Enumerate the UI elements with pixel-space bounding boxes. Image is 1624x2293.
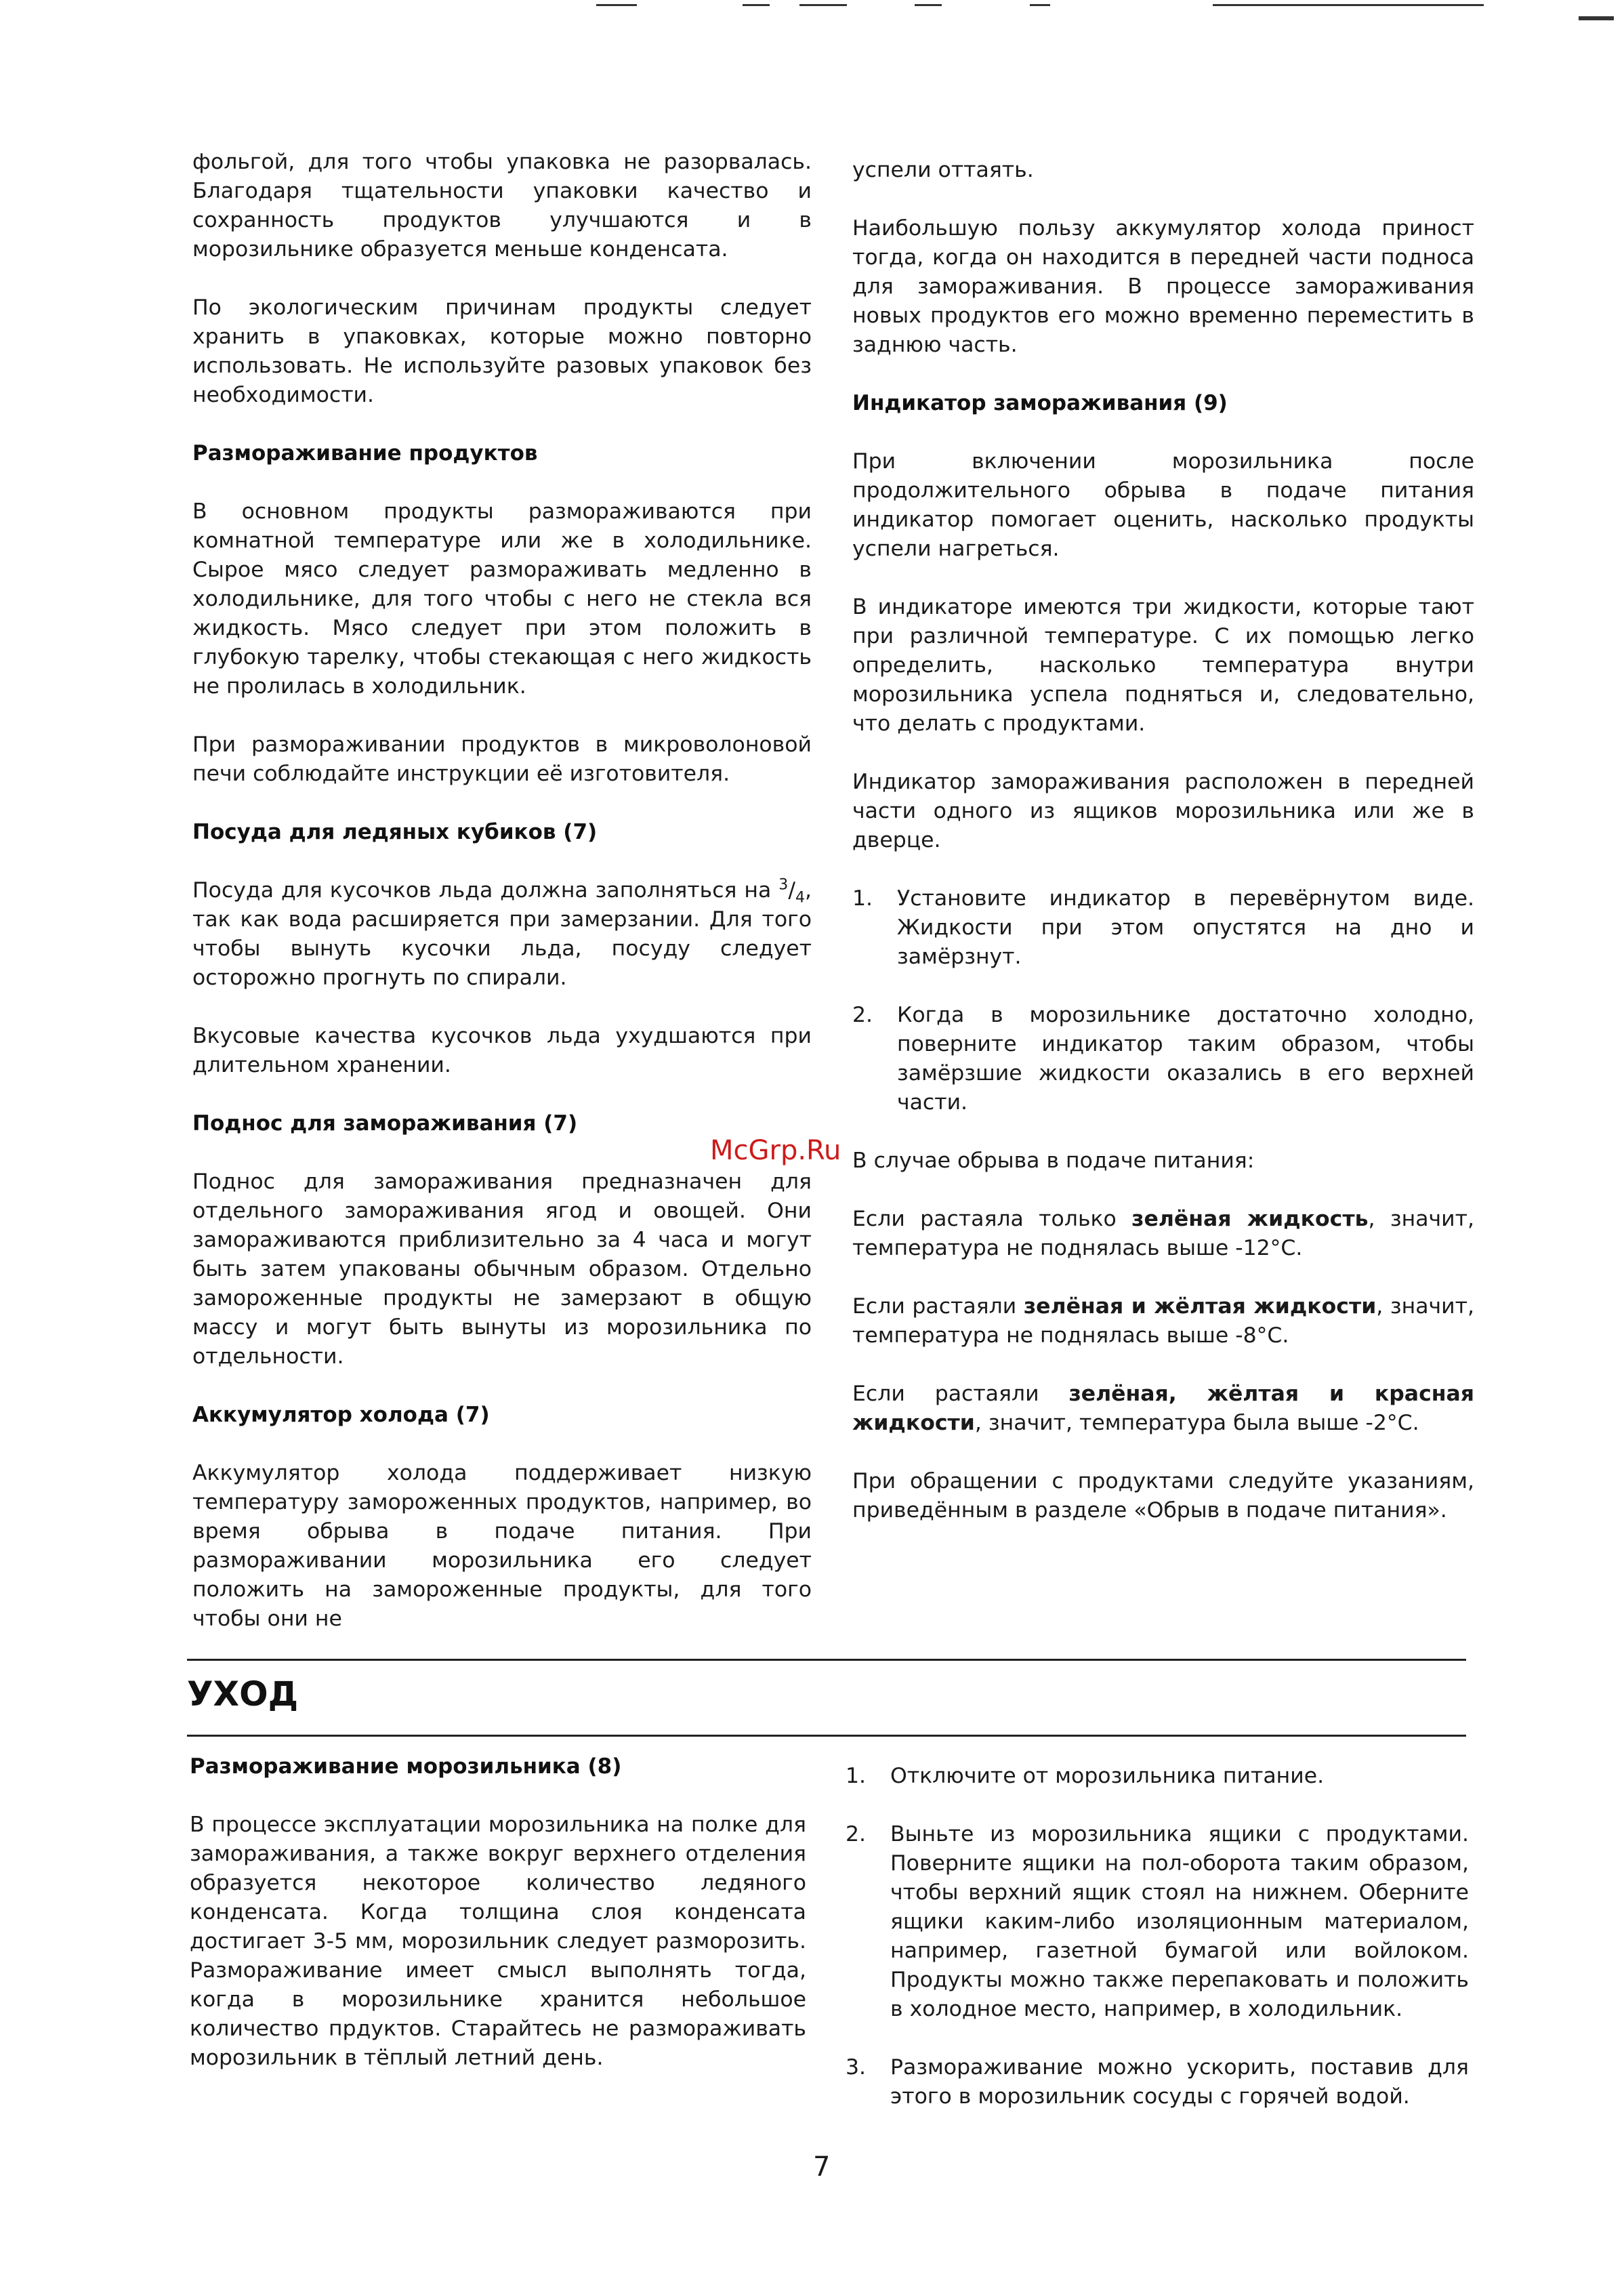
section-heading: Поднос для замораживания (7) — [192, 1111, 578, 1136]
paragraph: При обращении с продуктами следуйте указаниям, приведённым в разделе «Обрыв в подаче питания». — [852, 1469, 1474, 1523]
list-number: 2. — [846, 1822, 867, 1846]
scan-mark — [799, 4, 847, 6]
section-heading: Размораживание продуктов — [192, 441, 538, 466]
text-run: , значит, температура была выше -2°C. — [974, 1411, 1419, 1435]
section-right-column — [846, 1762, 1469, 2111]
text-run: Если растаяла только — [852, 1207, 1132, 1231]
section-heading: Аккумулятор холода (7) — [192, 1403, 490, 1427]
bold-text: зелёная, жёлтая и красная жидкости — [852, 1382, 1474, 1435]
paragraph: В основном продукты размораживаются при комнатной температуре или же в холодильнике. Сырое мясо следует размораживать медленно в холодильнике, для того чтобы с него не стекла вся жидкость. Мясо следует при этом положить в глубокую тарелку, чтобы стекающая с него жидкость не пролилась в холодильник. — [192, 499, 812, 699]
paragraph — [852, 1205, 1474, 1263]
paragraph: Аккумулятор холода поддерживает низкую температуру замороженных продуктов, например, во время обрыва в подаче питания. При размораживании морозильника его следует положить на замороженные продукты, для того чтобы они не — [192, 1461, 812, 1631]
text-run: , значит, температура не поднялась выше -12°C. — [852, 1207, 1475, 1260]
paragraph: При включении морозильника после продолжительного обрыва в подаче питания индикатор помогает оценить, насколько продукты успели нагреться. — [852, 449, 1474, 561]
list-text: Размораживание можно ускорить, поставив для этого в морозильник сосуды с горячей водой. — [890, 2055, 1469, 2109]
section-heading: Посуда для ледяных кубиков (7) — [192, 820, 598, 844]
list-text: Отключите от морозильника питание. — [890, 1764, 1325, 1788]
paragraph: В процессе эксплуатации морозильника на полке для замораживания, а также вокруг верхнего отделения образуется некоторое количество ледяного конденсата. Когда толщина слоя конденсата достигает 3-5 мм, морозильник следует разморозить. Размораживание имеет смысл выполнять тогда, когда в морозильнике хранится небольшое количество прдуктов. Старайтесь не размораживать морозильник в тёплый летний день. — [190, 1813, 806, 2070]
section-top-rule — [187, 1659, 1466, 1661]
scan-mark — [1213, 4, 1484, 6]
bold-text: зелёная жидкость — [1131, 1207, 1369, 1231]
text-run: , значит, температура не поднялась выше -8°C. — [852, 1294, 1474, 1348]
text-run: Посуда для кусочков льда должна заполняться на — [192, 878, 779, 903]
section-left-column — [190, 1752, 806, 2073]
list-text: Установите индикатор в перевёрнутом виде. Жидкости при этом опустятся на дно и замёрзнут. — [897, 886, 1474, 969]
watermark: McGrp.Ru — [710, 1135, 841, 1166]
paragraph: В индикаторе имеются три жидкости, которые тают при различной температуре. С их помощью легко определить, насколько температура внутри морозильника успела подняться и, следовательно, что делать с продуктами. — [852, 595, 1474, 736]
list-text: Выньте из морозильника ящики с продуктами. Поверните ящики на пол-оборота таким образом, чтобы верхний ящик стоял на нижнем. Оберните ящики каким-либо изоляционным материалом, например, газетной бумагой или войлоком. Продукты можно также перепаковать и положить в холодное место, например, в холодильник. — [890, 1822, 1469, 2021]
paragraph — [852, 1380, 1474, 1438]
paragraph: Вкусовые качества кусочков льда ухудшаются при длительном хранении. — [192, 1024, 812, 1077]
fraction-denominator: 4 — [795, 889, 805, 907]
text-run: Если растаяли — [852, 1294, 1024, 1319]
list-item — [846, 1762, 1469, 1791]
paragraph: В случае обрыва в подаче питания: — [852, 1149, 1255, 1173]
scan-mark — [743, 4, 770, 6]
text-run: , так как вода расширяется при замерзании. Для того чтобы вынуть кусочки льда, посуду следует осторожно прогнуть по спирали. — [192, 878, 812, 990]
scan-mark — [1030, 4, 1050, 6]
paragraph: По экологическим причинам продукты следует хранить в упаковках, которые можно повторно использовать. Не используйте разовых упаковок без необходимости. — [192, 295, 812, 407]
section-heading: Индикатор замораживания (9) — [852, 391, 1228, 415]
list-number: 3. — [846, 2055, 867, 2080]
scan-mark — [596, 4, 637, 6]
paragraph: успели оттаять. — [852, 158, 1034, 182]
list-text: Когда в морозильнике достаточно холодно, поверните индикатор таким образом, чтобы замёрзшие жидкости оказались в его верхней части. — [897, 1003, 1474, 1115]
section-heading: Размораживание морозильника (8) — [190, 1754, 622, 1779]
section-title: УХОД — [187, 1674, 299, 1714]
page-number: 7 — [813, 2151, 831, 2183]
left-column — [192, 148, 812, 1634]
section-bottom-rule — [187, 1735, 1466, 1737]
fraction-slash: / — [788, 878, 795, 903]
list-item — [852, 1001, 1474, 1117]
list-number: 1. — [852, 886, 873, 911]
scan-mark — [915, 4, 942, 6]
paragraph: Поднос для замораживания предназначен для отдельного замораживания ягод и овощей. Они замораживаются приблизительно за 4 часа и могут быть затем упакованы обычным образом. Отдельно замороженные продукты не замерзают в общую массу и могут быть вынуты из морозильника по отдельности. — [192, 1170, 812, 1369]
fraction-numerator: 3 — [778, 876, 789, 894]
paragraph — [852, 1292, 1474, 1350]
list-item — [852, 884, 1474, 972]
list-number: 2. — [852, 1003, 873, 1027]
text-run: Если растаяли — [852, 1382, 1069, 1406]
paragraph: При размораживании продуктов в микроволоновой печи соблюдайте инструкции её изготовителя. — [192, 732, 812, 786]
scan-mark — [1579, 16, 1614, 20]
paragraph: фольгой, для того чтобы упаковка не разорвалась. Благодаря тщательности упаковки качество и сохранность продуктов улучшаются и в морозильнике образуется меньше конденсата. — [192, 150, 812, 262]
list-item — [846, 2053, 1469, 2111]
list-item — [846, 1820, 1469, 2024]
list-number: 1. — [846, 1764, 867, 1788]
bold-text: зелёная и жёлтая жидкости — [1023, 1294, 1377, 1319]
paragraph: Наибольшую пользу аккумулятор холода приност тогда, когда он находится в передней части подноса для замораживания. В процессе замораживания новых продуктов его можно временно переместить в заднюю часть. — [852, 216, 1474, 357]
paragraph — [192, 876, 812, 993]
paragraph: Индикатор замораживания расположен в передней части одного из ящиков морозильника или же в дверце. — [852, 770, 1474, 852]
right-column — [852, 156, 1474, 1525]
